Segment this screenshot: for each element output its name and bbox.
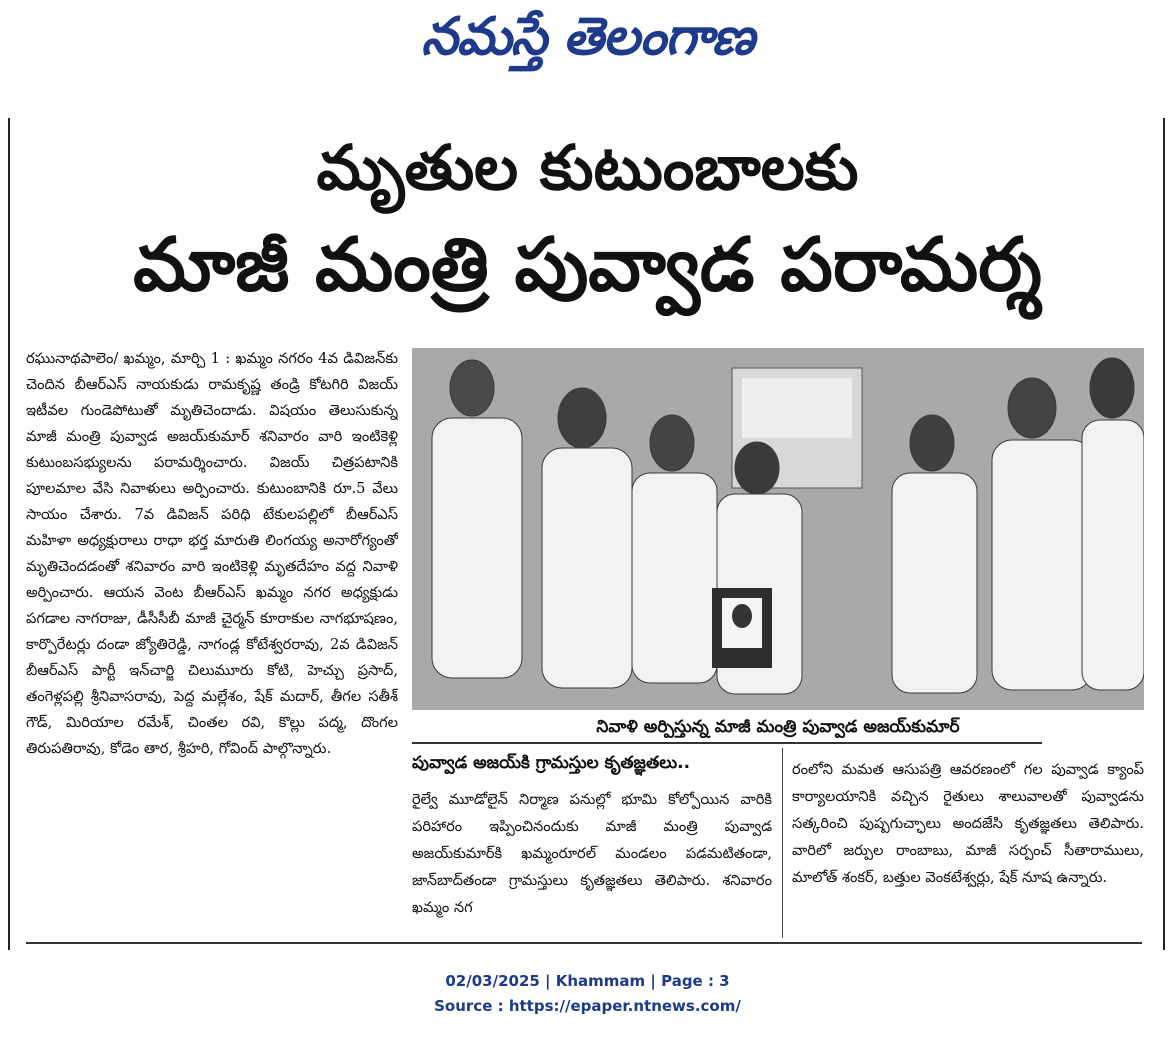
column-divider — [782, 748, 783, 938]
news-photo — [412, 348, 1144, 710]
masthead — [0, 0, 1175, 86]
photo-illustration — [412, 348, 1144, 710]
footer-source-line[interactable]: Source : https://epaper.ntnews.com/ — [434, 997, 741, 1015]
left-frame-rule — [8, 118, 10, 950]
headline-line-1: మృతుల కుటుంబాలకు — [316, 131, 859, 204]
headline-line-2: మాజీ మంత్రి పువ్వాడ పరామర్శ — [133, 222, 1042, 308]
article-middle-column: రైల్వే మూడోలైన్ నిర్మాణ పనుల్లో భూమి కోల్పోయిన వారికి పరిహారం ఇప్పించినందుకు మాజీ మంత్రి పువ్వాడ అజయ్‌కుమార్‌కి ఖమ్మంరూరల్ మండలం పడమటితండా, జాన్‌బాద్‌తండా గ్రామస్తులు కృతజ్ఞతలు తెలిపారు. శనివారం ఖమ్మం నగ — [412, 791, 772, 916]
right-frame-rule — [1163, 118, 1165, 950]
article-left-column: రఘునాథపాలెం/ ఖమ్మం, మార్చి 1 : ఖమ్మం నగరం 4వ డివిజన్‌కు చెందిన బీఆర్‌ఎస్ నాయకుడు రామకృష్ణ తండ్రి కోటగిరి విజయ్ ఇటీవల గుండెపోటుతో మృతిచెందాడు. విషయం తెలుసుకున్న మాజీ మంత్రి పువ్వాడ అజయ్‌కుమార్ శనివారం వారి ఇంటికెళ్లి కుటుంబసభ్యులను పరామర్శించారు. విజయ్ చిత్రపటానికి పూలమాల వేసి నివాళులు అర్పించారు. కుటుంబానికి రూ.5 వేలు సాయం చేశారు. 7వ డివిజన్ పరిధి టేకులపల్లిలో బీఆర్‌ఎస్ మహిళా అధ్యక్షురాలు రాధా భర్త మారుతి లింగయ్య అనారోగ్యంతో మృతిచెందడంతో శనివారం వారి ఇంటికెళ్లి మృతదేహం వద్ద నివాళి అర్పించారు. ఆయన వెంట బీఆర్‌ఎస్ ఖమ్మం నగర అధ్యక్షుడు పగడాల నాగరాజు, డీసీసీబీ మాజీ చైర్మన్ కూరాకుల నాగభూషణం, కార్పొరేటర్లు దండా జ్యోతిరెడ్డి, నాగండ్ల కోటేశ్వరరావు, 2వ డివిజన్ బీఆర్‌ఎస్ పార్టీ ఇన్‌చార్జి చిలుమూరు కోటి, హెచ్చు ప్రసాద్, తంగెళ్లపల్లి శ్రీనివాసరావు, పెద్ద మల్లేశం, షేక్ మదార్, తీగల సతీశ్ గౌడ్, మిరియాల రమేశ్, చింతల రవి, కొల్లు పద్మ, దొంగల తిరుపతిరావు, కోడెం తార, శ్రీహరి, గోవింద్ పాల్గొన్నారు. — [26, 350, 398, 757]
photo-caption: నివాళి అర్పిస్తున్న మాజీ మంత్రి పువ్వాడ అజయ్‌కుమార్ — [596, 717, 960, 737]
article-right-column: రంలోని మమత ఆసుపత్రి ఆవరణంలో గల పువ్వాడ క్యాంప్ కార్యాలయానికి వచ్చిన రైతులు శాలువాలతో పువ్వాడను సత్కరించి పుష్పగుచ్ఛాలు అందజేసి కృతజ్ఞతలు తెలిపారు. వారిలో జర్పుల రాంబాబు, మాజీ సర్పంచ్ సీతారాములు, మాలోత్ శంకర్, బత్తుల వెంకటేశ్వర్లు, షేక్ నూష ఉన్నారు. — [792, 761, 1144, 886]
masthead-logo-text: నమస్తే తెలంగాణ — [421, 6, 754, 67]
footer-date-line: 02/03/2025 | Khammam | Page : 3 — [445, 972, 730, 990]
bottom-rule — [26, 942, 1142, 944]
caption-rule — [412, 742, 1042, 744]
sub-headline: పువ్వాడ అజయ్‌కి గ్రామస్తుల కృతజ్ఞతలు.. — [412, 753, 691, 773]
